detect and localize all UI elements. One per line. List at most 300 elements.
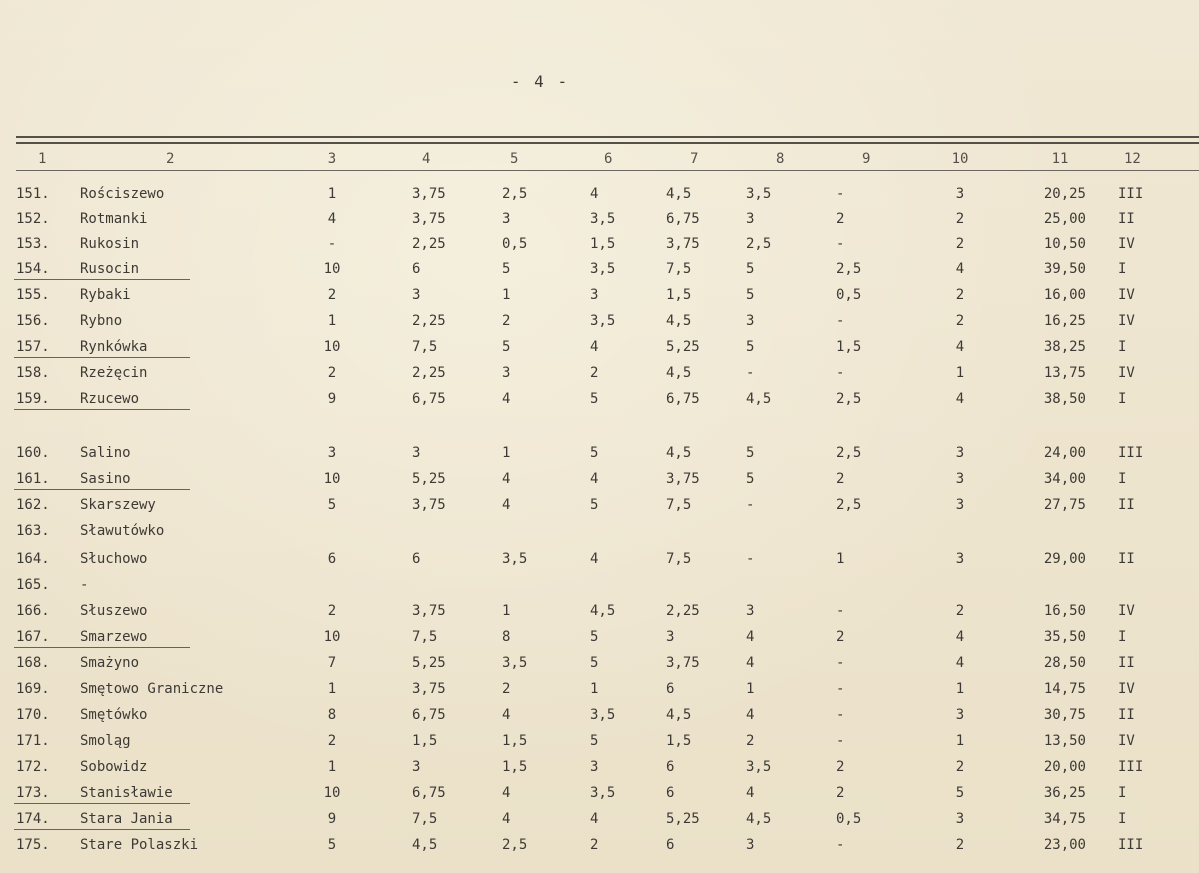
place-name: Rościszewo	[80, 186, 165, 202]
place-name: Skarszewy	[80, 497, 156, 513]
table-row	[0, 808, 1199, 830]
row-number: 159.	[16, 391, 50, 407]
cell-col-12: III	[1118, 759, 1144, 775]
cell-col-12: II	[1118, 211, 1135, 227]
cell-col-7: 4,5	[666, 186, 692, 202]
cell-col-7: 3	[666, 629, 675, 645]
cell-col-9: -	[836, 186, 845, 202]
column-header-2: 2	[166, 151, 175, 167]
cell-col-8: 2,5	[746, 236, 772, 252]
cell-col-11: 14,75	[1043, 681, 1086, 697]
table-row	[0, 730, 1199, 752]
cell-col-5: 2	[502, 313, 511, 329]
cell-col-9: 1	[836, 551, 845, 567]
cell-col-3: 10	[323, 629, 341, 645]
column-header-5: 5	[510, 151, 519, 167]
cell-col-8: 5	[746, 339, 755, 355]
cell-col-3: 1	[327, 681, 337, 697]
table-row	[0, 362, 1199, 384]
place-name: Rybaki	[80, 287, 131, 303]
cell-col-9: 0,5	[836, 811, 862, 827]
cell-col-5: 4	[502, 707, 511, 723]
cell-col-6: 3,5	[590, 211, 616, 227]
cell-col-7: 3,75	[666, 236, 700, 252]
cell-col-3: 10	[323, 785, 341, 801]
cell-col-9: 2	[836, 471, 845, 487]
cell-col-10: 2	[955, 837, 965, 853]
cell-col-10: 3	[955, 186, 965, 202]
place-name: Smoląg	[80, 733, 131, 749]
cell-col-6: 3,5	[590, 261, 616, 277]
cell-col-6: 5	[590, 655, 599, 671]
table-row	[0, 208, 1199, 230]
row-number: 169.	[16, 681, 50, 697]
row-number: 174.	[16, 811, 50, 827]
row-number: 164.	[16, 551, 50, 567]
cell-col-11: 29,00	[1043, 551, 1086, 567]
table-row	[0, 548, 1199, 570]
cell-col-6: 5	[590, 497, 599, 513]
cell-col-3: 8	[327, 707, 337, 723]
table-row	[0, 336, 1199, 358]
cell-col-6: 3	[590, 287, 599, 303]
row-number: 162.	[16, 497, 50, 513]
cell-col-7: 2,25	[666, 603, 700, 619]
cell-col-7: 6	[666, 837, 675, 853]
cell-col-8: -	[746, 497, 755, 513]
table-row	[0, 233, 1199, 255]
cell-col-5: 1	[502, 445, 511, 461]
cell-col-12: III	[1118, 837, 1144, 853]
cell-col-4: 3,75	[412, 681, 446, 697]
cell-col-5: 5	[502, 261, 511, 277]
cell-col-12: IV	[1118, 603, 1135, 619]
place-name: Smętowo Graniczne	[80, 681, 224, 697]
cell-col-5: 4	[502, 471, 511, 487]
cell-col-7: 6	[666, 759, 675, 775]
cell-col-6: 1	[590, 681, 599, 697]
table-row	[0, 494, 1199, 516]
place-name: Rzucewo	[80, 391, 140, 407]
cell-col-12: I	[1118, 391, 1127, 407]
cell-col-4: 2,25	[412, 313, 446, 329]
cell-col-8: -	[746, 551, 755, 567]
table-row	[0, 258, 1199, 280]
column-header-7: 7	[690, 151, 699, 167]
cell-col-5: 1,5	[502, 759, 528, 775]
cell-col-4: 7,5	[412, 629, 438, 645]
row-number: 172.	[16, 759, 50, 775]
table-row	[0, 442, 1199, 464]
cell-col-12: II	[1118, 707, 1135, 723]
cell-col-5: 2,5	[502, 186, 528, 202]
cell-col-9: -	[836, 236, 845, 252]
place-name: Rukosin	[80, 236, 140, 252]
cell-col-5: 4	[502, 811, 511, 827]
table-row	[0, 704, 1199, 726]
cell-col-11: 13,50	[1043, 733, 1086, 749]
cell-col-6: 4	[590, 339, 599, 355]
cell-col-4: 3,75	[412, 186, 446, 202]
cell-col-8: 2	[746, 733, 755, 749]
cell-col-9: -	[836, 365, 845, 381]
table-row	[0, 520, 1199, 542]
cell-col-3: 2	[327, 365, 337, 381]
cell-col-11: 20,25	[1043, 186, 1086, 202]
cell-col-7: 1,5	[666, 733, 692, 749]
cell-col-3: 2	[327, 603, 337, 619]
cell-col-3: 6	[327, 551, 337, 567]
table-row	[0, 678, 1199, 700]
cell-col-10: 1	[955, 681, 965, 697]
cell-col-3: 1	[327, 313, 337, 329]
row-number: 153.	[16, 236, 50, 252]
top-rule-double	[16, 142, 1199, 144]
cell-col-6: 4	[590, 811, 599, 827]
cell-col-10: 3	[955, 445, 965, 461]
cell-col-4: 3	[412, 759, 421, 775]
place-name: Sasino	[80, 471, 131, 487]
cell-col-6: 3,5	[590, 785, 616, 801]
cell-col-8: 3,5	[746, 759, 772, 775]
cell-col-10: 4	[955, 339, 965, 355]
place-name: Smażyno	[80, 655, 140, 671]
cell-col-9: -	[836, 313, 845, 329]
cell-col-9: 2	[836, 759, 845, 775]
cell-col-8: 4	[746, 785, 755, 801]
cell-col-11: 10,50	[1043, 236, 1086, 252]
cell-col-9: 2,5	[836, 391, 862, 407]
row-number: 160.	[16, 445, 50, 461]
cell-col-8: 5	[746, 471, 755, 487]
cell-col-3: 1	[327, 186, 337, 202]
cell-col-6: 4	[590, 551, 599, 567]
cell-col-11: 16,00	[1043, 287, 1086, 303]
cell-col-7: 3,75	[666, 655, 700, 671]
row-number: 170.	[16, 707, 50, 723]
cell-col-12: IV	[1118, 287, 1135, 303]
cell-col-5: 1,5	[502, 733, 528, 749]
cell-col-12: IV	[1118, 733, 1135, 749]
cell-col-7: 4,5	[666, 707, 692, 723]
cell-col-9: 2,5	[836, 261, 862, 277]
place-name: Rzeżęcin	[80, 365, 148, 381]
table-row	[0, 310, 1199, 332]
row-number: 152.	[16, 211, 50, 227]
cell-col-5: 2,5	[502, 837, 528, 853]
column-header-1: 1	[38, 151, 47, 167]
cell-col-7: 7,5	[666, 261, 692, 277]
cell-col-5: 3,5	[502, 655, 528, 671]
cell-col-10: 2	[955, 236, 965, 252]
cell-col-4: 3,75	[412, 497, 446, 513]
cell-col-3: 10	[323, 471, 341, 487]
cell-col-11: 16,25	[1043, 313, 1086, 329]
cell-col-10: 4	[955, 629, 965, 645]
top-rule	[16, 136, 1199, 138]
cell-col-4: 6	[412, 261, 421, 277]
cell-col-5: 3	[502, 365, 511, 381]
cell-col-8: 5	[746, 287, 755, 303]
place-name: Słuszewo	[80, 603, 148, 619]
cell-col-10: 4	[955, 391, 965, 407]
cell-col-7: 4,5	[666, 313, 692, 329]
cell-col-12: I	[1118, 261, 1127, 277]
cell-col-9: -	[836, 655, 845, 671]
cell-col-4: 6,75	[412, 785, 446, 801]
row-number: 157.	[16, 339, 50, 355]
cell-col-8: 4	[746, 707, 755, 723]
column-header-8: 8	[776, 151, 785, 167]
cell-col-8: 3	[746, 313, 755, 329]
table-row	[0, 652, 1199, 674]
table-row	[0, 782, 1199, 804]
cell-col-10: 3	[955, 471, 965, 487]
cell-col-8: 5	[746, 261, 755, 277]
cell-col-6: 3,5	[590, 707, 616, 723]
cell-col-9: 2	[836, 629, 845, 645]
table-row	[0, 388, 1199, 410]
cell-col-9: 0,5	[836, 287, 862, 303]
cell-col-5: 2	[502, 681, 511, 697]
cell-col-9: -	[836, 837, 845, 853]
place-name: Sławutówko	[80, 523, 165, 539]
cell-col-8: 4,5	[746, 391, 772, 407]
cell-col-6: 2	[590, 365, 599, 381]
cell-col-4: 2,25	[412, 365, 446, 381]
cell-col-11: 38,50	[1043, 391, 1086, 407]
cell-col-7: 5,25	[666, 811, 700, 827]
cell-col-10: 1	[955, 365, 965, 381]
cell-col-9: -	[836, 733, 845, 749]
cell-col-11: 39,50	[1043, 261, 1086, 277]
column-header-3: 3	[327, 151, 337, 167]
cell-col-8: 3	[746, 837, 755, 853]
cell-col-8: 4	[746, 655, 755, 671]
cell-col-12: III	[1118, 186, 1144, 202]
row-number: 163.	[16, 523, 50, 539]
underline-mark	[14, 803, 190, 804]
cell-col-8: 4,5	[746, 811, 772, 827]
cell-col-7: 5,25	[666, 339, 700, 355]
row-number: 166.	[16, 603, 50, 619]
table-row	[0, 756, 1199, 778]
cell-col-10: 3	[955, 551, 965, 567]
place-name: -	[80, 577, 89, 593]
cell-col-11: 38,25	[1043, 339, 1086, 355]
table-row	[0, 626, 1199, 648]
cell-col-11: 34,75	[1043, 811, 1086, 827]
cell-col-4: 6	[412, 551, 421, 567]
cell-col-9: -	[836, 603, 845, 619]
cell-col-7: 6	[666, 785, 675, 801]
cell-col-12: IV	[1118, 236, 1135, 252]
place-name: Rynkówka	[80, 339, 148, 355]
cell-col-12: III	[1118, 445, 1144, 461]
cell-col-12: II	[1118, 655, 1135, 671]
cell-col-4: 4,5	[412, 837, 438, 853]
cell-col-12: I	[1118, 471, 1127, 487]
cell-col-10: 2	[955, 759, 965, 775]
cell-col-4: 6,75	[412, 391, 446, 407]
cell-col-4: 3	[412, 445, 421, 461]
table-row	[0, 574, 1199, 596]
cell-col-10: 3	[955, 811, 965, 827]
row-number: 168.	[16, 655, 50, 671]
cell-col-3: 5	[327, 837, 337, 853]
cell-col-6: 1,5	[590, 236, 616, 252]
cell-col-6: 5	[590, 629, 599, 645]
cell-col-5: 4	[502, 497, 511, 513]
cell-col-9: 2	[836, 785, 845, 801]
page-number: - 4 -	[510, 72, 570, 91]
cell-col-3: 7	[327, 655, 337, 671]
cell-col-3: 1	[327, 759, 337, 775]
cell-col-4: 7,5	[412, 811, 438, 827]
place-name: Stara Jania	[80, 811, 173, 827]
cell-col-9: 1,5	[836, 339, 862, 355]
cell-col-5: 1	[502, 287, 511, 303]
row-number: 167.	[16, 629, 50, 645]
row-number: 175.	[16, 837, 50, 853]
cell-col-3: 10	[323, 261, 341, 277]
cell-col-6: 5	[590, 733, 599, 749]
cell-col-11: 16,50	[1043, 603, 1086, 619]
place-name: Salino	[80, 445, 131, 461]
cell-col-12: I	[1118, 785, 1127, 801]
cell-col-8: -	[746, 365, 755, 381]
row-number: 165.	[16, 577, 50, 593]
cell-col-8: 3,5	[746, 186, 772, 202]
cell-col-11: 36,25	[1043, 785, 1086, 801]
underline-mark	[14, 409, 190, 410]
cell-col-12: I	[1118, 339, 1127, 355]
column-header-row	[0, 148, 1199, 170]
cell-col-3: 9	[327, 391, 337, 407]
cell-col-5: 5	[502, 339, 511, 355]
cell-col-11: 23,00	[1043, 837, 1086, 853]
cell-col-9: -	[836, 707, 845, 723]
cell-col-11: 30,75	[1043, 707, 1086, 723]
cell-col-4: 5,25	[412, 471, 446, 487]
cell-col-7: 6	[666, 681, 675, 697]
cell-col-10: 2	[955, 313, 965, 329]
cell-col-10: 3	[955, 707, 965, 723]
column-header-12: 12	[1124, 151, 1141, 167]
place-name: Sobowidz	[80, 759, 148, 775]
cell-col-8: 4	[746, 629, 755, 645]
cell-col-12: II	[1118, 551, 1135, 567]
place-name: Smarzewo	[80, 629, 148, 645]
row-number: 151.	[16, 186, 50, 202]
cell-col-5: 3	[502, 211, 511, 227]
row-number: 155.	[16, 287, 50, 303]
place-name: Rusocin	[80, 261, 140, 277]
cell-col-7: 3,75	[666, 471, 700, 487]
cell-col-4: 6,75	[412, 707, 446, 723]
cell-col-4: 3,75	[412, 603, 446, 619]
row-number: 171.	[16, 733, 50, 749]
cell-col-10: 4	[955, 655, 965, 671]
cell-col-3: 10	[323, 339, 341, 355]
column-header-11: 11	[1051, 151, 1069, 167]
cell-col-8: 3	[746, 211, 755, 227]
cell-col-12: IV	[1118, 681, 1135, 697]
cell-col-11: 20,00	[1043, 759, 1086, 775]
cell-col-6: 5	[590, 391, 599, 407]
cell-col-6: 3	[590, 759, 599, 775]
cell-col-3: 2	[327, 287, 337, 303]
cell-col-12: I	[1118, 811, 1127, 827]
table-row	[0, 183, 1199, 205]
cell-col-4: 5,25	[412, 655, 446, 671]
cell-col-8: 1	[746, 681, 755, 697]
place-name: Stanisławie	[80, 785, 173, 801]
cell-col-10: 4	[955, 261, 965, 277]
cell-col-4: 2,25	[412, 236, 446, 252]
cell-col-6: 4	[590, 471, 599, 487]
cell-col-7: 1,5	[666, 287, 692, 303]
table-row	[0, 600, 1199, 622]
cell-col-6: 2	[590, 837, 599, 853]
cell-col-3: -	[327, 236, 337, 252]
cell-col-11: 35,50	[1043, 629, 1086, 645]
cell-col-5: 4	[502, 785, 511, 801]
cell-col-12: IV	[1118, 365, 1135, 381]
cell-col-3: 5	[327, 497, 337, 513]
cell-col-12: IV	[1118, 313, 1135, 329]
cell-col-12: II	[1118, 497, 1135, 513]
cell-col-10: 2	[955, 211, 965, 227]
cell-col-7: 6,75	[666, 391, 700, 407]
header-rule	[16, 170, 1199, 171]
cell-col-10: 1	[955, 733, 965, 749]
cell-col-12: I	[1118, 629, 1127, 645]
underline-mark	[14, 647, 190, 648]
cell-col-11: 34,00	[1043, 471, 1086, 487]
column-header-4: 4	[422, 151, 431, 167]
cell-col-5: 0,5	[502, 236, 528, 252]
cell-col-6: 3,5	[590, 313, 616, 329]
cell-col-9: 2	[836, 211, 845, 227]
cell-col-7: 4,5	[666, 445, 692, 461]
row-number: 158.	[16, 365, 50, 381]
cell-col-7: 7,5	[666, 551, 692, 567]
cell-col-5: 4	[502, 391, 511, 407]
underline-mark	[14, 489, 190, 490]
cell-col-3: 4	[327, 211, 337, 227]
cell-col-3: 9	[327, 811, 337, 827]
table-row	[0, 834, 1199, 856]
cell-col-9: 2,5	[836, 445, 862, 461]
underline-mark	[14, 829, 190, 830]
table-row	[0, 468, 1199, 490]
cell-col-10: 2	[955, 287, 965, 303]
cell-col-9: 2,5	[836, 497, 862, 513]
cell-col-5: 3,5	[502, 551, 528, 567]
cell-col-4: 1,5	[412, 733, 438, 749]
cell-col-5: 8	[502, 629, 511, 645]
cell-col-10: 2	[955, 603, 965, 619]
underline-mark	[14, 279, 190, 280]
cell-col-10: 5	[955, 785, 965, 801]
cell-col-6: 4	[590, 186, 599, 202]
column-header-9: 9	[862, 151, 871, 167]
cell-col-4: 3	[412, 287, 421, 303]
cell-col-8: 5	[746, 445, 755, 461]
cell-col-11: 27,75	[1043, 497, 1086, 513]
place-name: Rotmanki	[80, 211, 148, 227]
